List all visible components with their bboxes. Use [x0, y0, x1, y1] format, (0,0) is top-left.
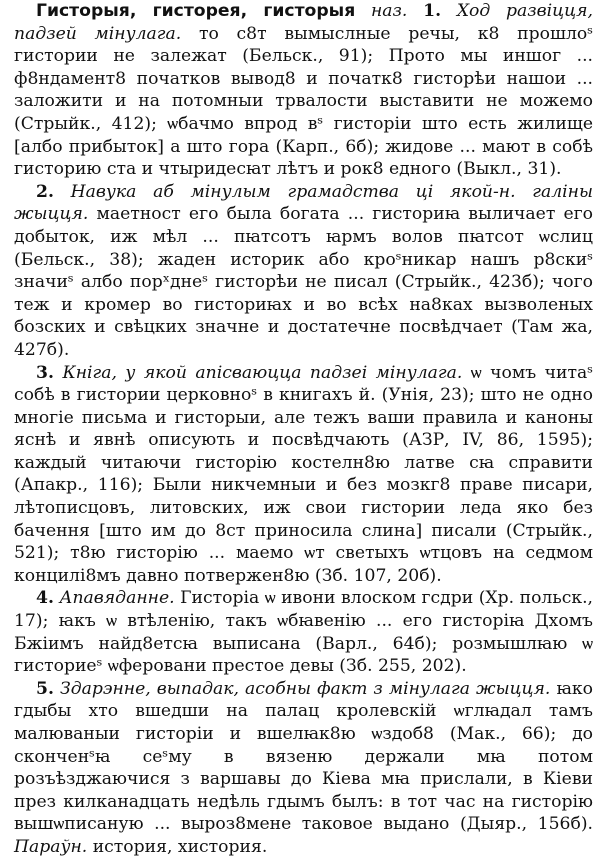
- sense-4: [14, 587, 593, 677]
- sense-5: [14, 678, 593, 859]
- sense-citations: ѡ чомъ читаˢ собѣ в гистории церковноˢ в книгахъ й. (Унія, 23); што не одно многiе письма и гисторыи, але тежъ ваши правила и каноны яснѣ и явнѣ описують и посвѣдчають (АЗР, IV, 86, 1595); каждый читаючи гисторiю костелн8ю латве сꙗ справити (Апакр., 116); Были никчемныи и без мозкг8 праве писари, лѣтописцовъ, литовских, иж свои гистории леда яко без бачення [што им до 8ст приносила слина] писали (Стрыйк., 521); т8ю гисторiю ... маемо ѡт светыхъ ѡтцовъ на седмом концилi8мъ давно потвержен8ю (Зб. 107, 20б).: [14, 362, 593, 586]
- sense-citations: то с8т вымыслные речы, к8 прошлоˢ гистории не залежат (Бельск., 91); Прото мы иншог ... ф8ндамент8 початков вывод8 и початк8 гисторѣи нашои ... заложити и на потомныи трвалости выставити не можемо (Стрыйк., 412); ѡбачмо впрод вˢ гисторiи што есть жилище [албо прибыток] а што гора (Карп., 6б); жидове ... мают в собѣ гисторию ста и чтыридесꙗт лѣтъ и рок8 едного (Выкл., 31).: [14, 23, 593, 180]
- sense-number: 4.: [36, 588, 54, 609]
- sense-3: [14, 362, 593, 588]
- variant-label: Параўн.: [14, 836, 88, 857]
- sense-definition: Апавяданне.: [59, 588, 175, 609]
- sense-2: [14, 181, 593, 362]
- headword: Гисторыя, гисторея, гисторыя: [36, 1, 356, 21]
- sense-citations: маетност его была богата ... гисториꙗ выличает его добыток, иж мѣл ... пꙗтсотъ ꙗрмъ волов пꙗтсот ѡслиц (Бельск., 38); жаден историк або кроˢникар нашъ р8скиˢ значиˢ албо порˣднеˢ гисторѣи не писал (Стрыйк., 423б); чого теж и кромер во гисториꙗх и во всѣх на8ках вызволеных бозских и свѣцких значне и достатечне посвѣдчает (Там жа, 427б).: [14, 204, 593, 360]
- variant-forms: история, хистория.: [92, 836, 268, 857]
- sense-definition: Навука аб мінулым грамадства ці якой-н. галіны жыцця.: [14, 181, 593, 225]
- sense-definition: Здарэнне, выпадак, асобны факт з мінулага жыцця.: [60, 678, 551, 699]
- sense-1: [14, 0, 593, 181]
- sense-number: 2.: [36, 181, 54, 202]
- sense-citations: ꙗко гдыбы хто вшедши на палац кролевскiй ѡглꙗдал тамъ малюваныи гисторiи и вшелꙗк8ю ѡздоб8 (Мак., 66); до сконченˢꙗ сеˢму в вязеню держали мꙗ потом розъѣзджаючися з варшавы до Кiева мꙗ прислали, в Кiеви през килканадцать недѣль гдымъ былъ: в тот час на гисторiю вышѡписаную ... выроз8мене таковое выдано (Дыяр., 156б).: [14, 678, 593, 835]
- sense-citations: Гисторiа ѡ ивони влоском гсдри (Хр. польск., 17); ꙗкъ ѡ втѣленiю, такъ ѡбꙗвенiю ... его гисторiꙗ Дхомъ Бжiимъ найд8етсꙗ выписана (Варл., 64б); розмышлꙗю ѡ гисториеˢ ѡферовани престое девы (Зб. 255, 202).: [14, 588, 593, 677]
- sense-number: 3.: [36, 362, 54, 383]
- sense-number: 1.: [423, 1, 442, 21]
- sense-definition: Кніга, у якой апісваюцца падзеі мінулага.: [62, 362, 463, 383]
- grammar-label: наз.: [370, 1, 408, 21]
- sense-definition: Ход развіцця, падзей мінулага.: [14, 1, 593, 44]
- sense-number: 5.: [36, 678, 54, 699]
